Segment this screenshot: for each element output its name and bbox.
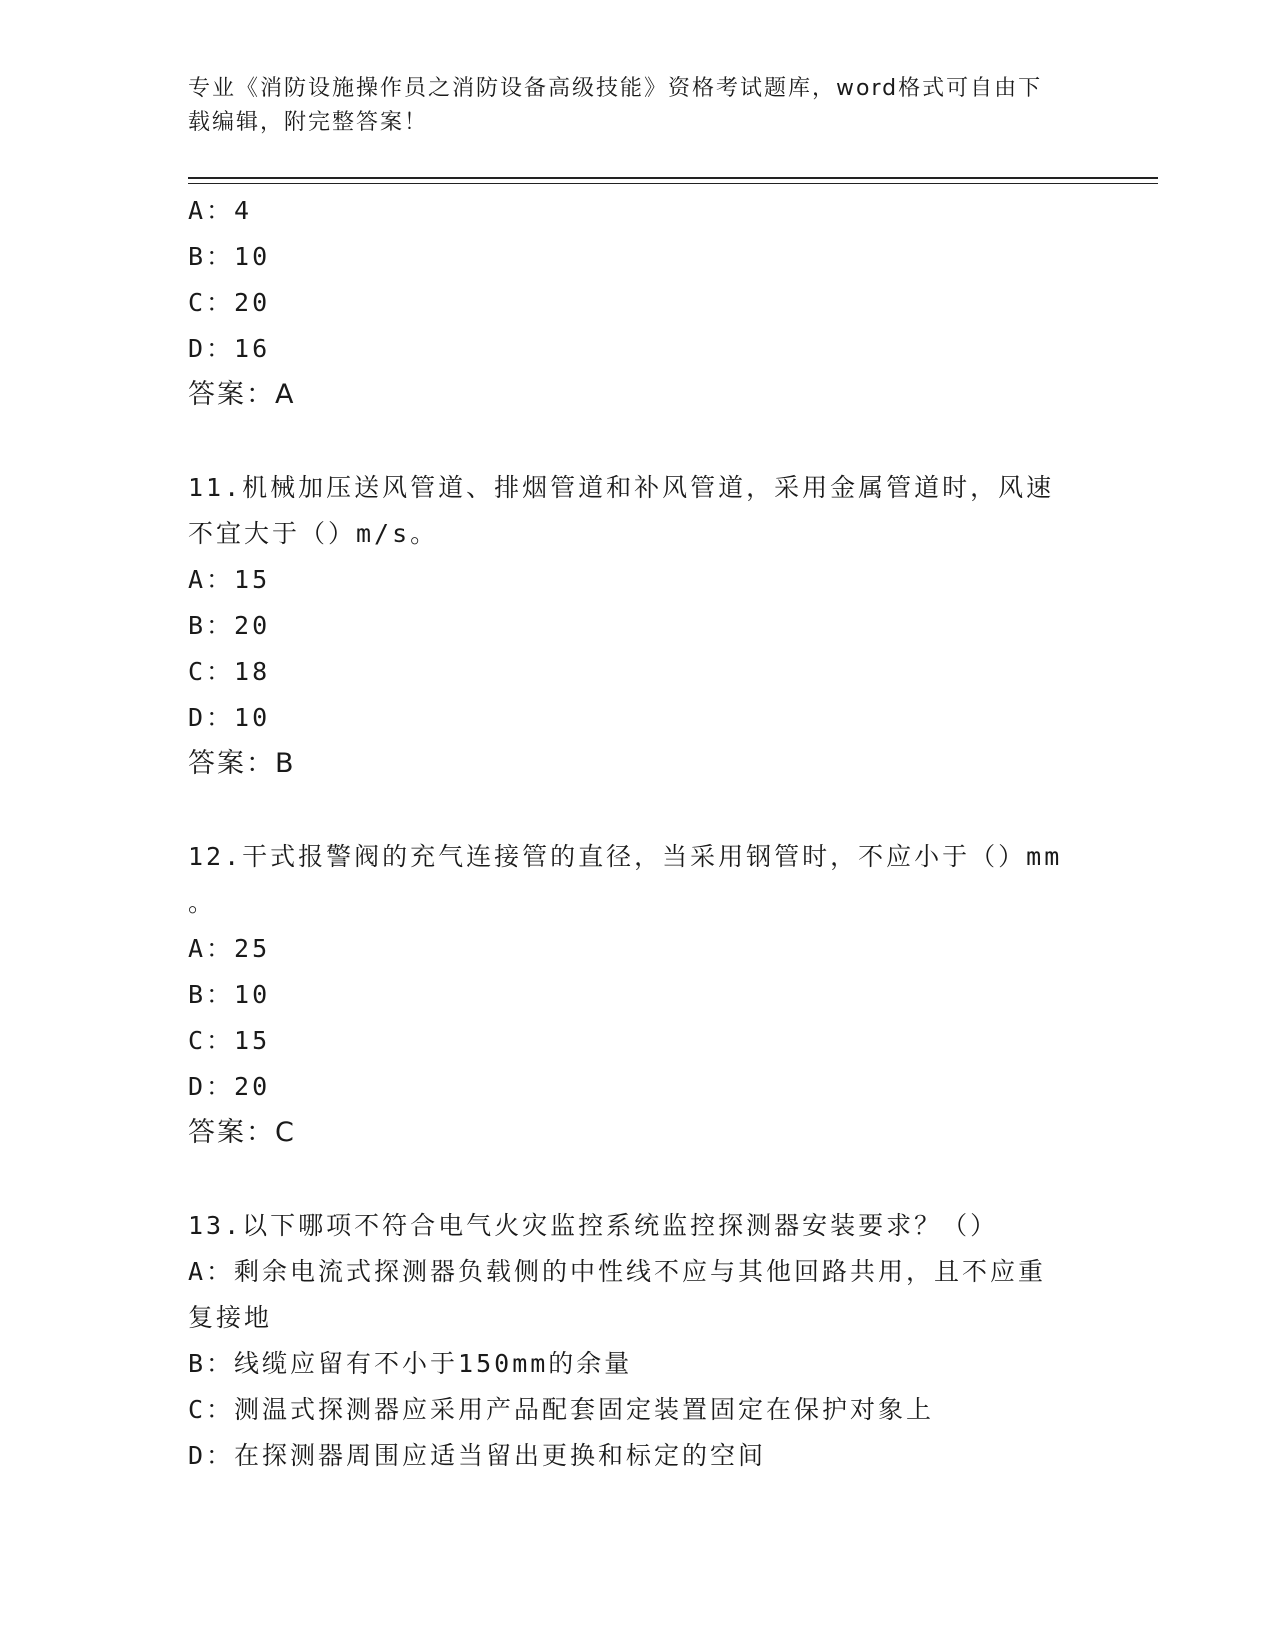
header-divider-thick [188, 177, 1158, 179]
answer: 答案：C [188, 1117, 296, 1148]
question-10 [188, 188, 1088, 418]
option-c: C：15 [188, 1026, 271, 1055]
option-b: B：10 [188, 242, 271, 271]
question-12 [188, 834, 1088, 1156]
question-stem-continued: 不宜大于（）m/s。 [188, 519, 439, 548]
header-line-1: 专业《消防设施操作员之消防设备高级技能》资格考试题库，word格式可自由下 [188, 76, 1043, 101]
option-a: A：剩余电流式探测器负载侧的中性线不应与其他回路共用，且不应重 [188, 1257, 1047, 1286]
question-stem-continued: 。 [188, 888, 217, 917]
question-11 [188, 465, 1088, 787]
question-stem: 12.干式报警阀的充气连接管的直径，当采用钢管时，不应小于（）mm [188, 842, 1063, 871]
option-c: C：20 [188, 288, 271, 317]
option-a: A：25 [188, 934, 271, 963]
header-divider-thin [188, 183, 1158, 184]
option-b: B：20 [188, 611, 271, 640]
document-header [188, 72, 1088, 140]
option-c: C：18 [188, 657, 271, 686]
option-b: B：线缆应留有不小于150mm的余量 [188, 1349, 633, 1378]
question-stem: 13.以下哪项不符合电气火灾监控系统监控探测器安装要求？（） [188, 1211, 999, 1240]
option-a: A：4 [188, 196, 253, 225]
answer: 答案：B [188, 748, 296, 779]
option-d: D：20 [188, 1072, 271, 1101]
option-d: D：10 [188, 703, 271, 732]
question-list [188, 188, 1088, 1479]
option-b: B：10 [188, 980, 271, 1009]
answer: 答案：A [188, 379, 296, 410]
option-a-continued: 复接地 [188, 1303, 273, 1332]
question-stem: 11.机械加压送风管道、排烟管道和补风管道，采用金属管道时，风速 [188, 473, 1055, 502]
option-c: C：测温式探测器应采用产品配套固定装置固定在保护对象上 [188, 1395, 935, 1424]
option-d: D：16 [188, 334, 271, 363]
option-a: A：15 [188, 565, 271, 594]
header-line-2: 载编辑，附完整答案！ [188, 110, 429, 135]
option-d: D：在探测器周围应适当留出更换和标定的空间 [188, 1441, 767, 1470]
question-13 [188, 1203, 1088, 1479]
